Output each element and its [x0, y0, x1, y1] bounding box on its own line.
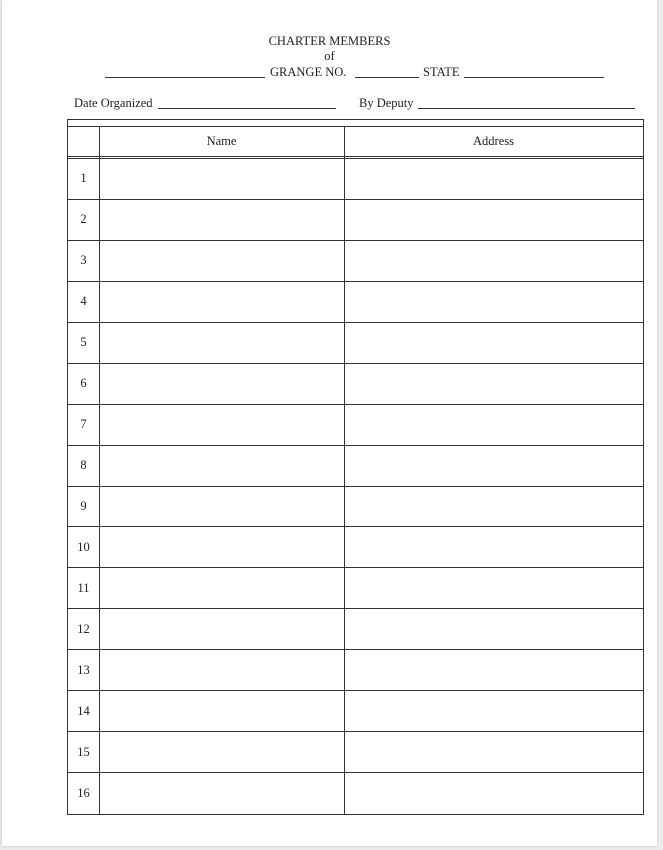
row-number: 3 — [80, 253, 87, 268]
table-row — [68, 487, 643, 528]
name-cell[interactable] — [100, 650, 344, 690]
table-row — [68, 732, 643, 773]
table-row — [68, 364, 643, 405]
row-number: 9 — [80, 498, 87, 513]
address-cell[interactable] — [345, 282, 643, 322]
row-number: 10 — [77, 539, 90, 554]
row-number: 15 — [77, 744, 90, 759]
grange-number-blank[interactable] — [355, 77, 419, 78]
table-body — [68, 159, 643, 814]
name-cell[interactable] — [100, 282, 344, 322]
row-number: 7 — [80, 417, 87, 432]
table-row — [68, 609, 643, 650]
address-cell[interactable] — [345, 527, 643, 567]
name-cell[interactable] — [100, 446, 344, 486]
address-cell[interactable] — [345, 200, 643, 240]
row-number: 2 — [80, 212, 87, 227]
address-cell[interactable] — [345, 609, 643, 649]
grange-name-blank[interactable] — [105, 77, 265, 78]
address-cell[interactable] — [345, 487, 643, 527]
address-cell[interactable] — [345, 159, 643, 199]
table-row — [68, 159, 643, 200]
document-page — [2, 0, 657, 846]
form-title-of: of — [324, 49, 335, 63]
address-cell[interactable] — [345, 773, 643, 814]
row-number: 5 — [80, 335, 87, 350]
address-cell[interactable] — [345, 650, 643, 690]
table-row — [68, 691, 643, 732]
table-header — [68, 126, 643, 159]
date-organized-blank[interactable] — [158, 108, 336, 109]
date-organized-label: Date Organized — [74, 96, 153, 110]
by-deputy-blank[interactable] — [418, 108, 635, 109]
name-cell[interactable] — [100, 241, 344, 281]
grange-no-label: GRANGE NO. — [270, 65, 347, 79]
state-blank[interactable] — [464, 77, 604, 78]
name-cell[interactable] — [100, 609, 344, 649]
address-cell[interactable] — [345, 732, 643, 772]
column-header-address: Address — [473, 134, 514, 148]
name-cell[interactable] — [100, 568, 344, 608]
address-cell[interactable] — [345, 241, 643, 281]
table-row — [68, 405, 643, 446]
address-cell[interactable] — [345, 364, 643, 404]
address-cell[interactable] — [345, 691, 643, 731]
address-cell[interactable] — [345, 568, 643, 608]
by-deputy-label: By Deputy — [359, 96, 414, 110]
table-row — [68, 527, 643, 568]
name-cell[interactable] — [100, 732, 344, 772]
table-row — [68, 650, 643, 691]
address-cell[interactable] — [345, 405, 643, 445]
table-row — [68, 323, 643, 364]
name-cell[interactable] — [100, 773, 344, 814]
row-number: 8 — [80, 458, 87, 473]
column-header-name: Name — [206, 134, 237, 148]
row-number: 12 — [77, 621, 90, 636]
name-cell[interactable] — [100, 691, 344, 731]
row-number: 1 — [80, 171, 87, 186]
table-row — [68, 200, 643, 241]
name-cell[interactable] — [100, 159, 344, 199]
row-number: 14 — [77, 703, 90, 718]
state-label: STATE — [423, 65, 460, 79]
row-number: 6 — [80, 376, 87, 391]
name-cell[interactable] — [100, 487, 344, 527]
address-cell[interactable] — [345, 323, 643, 363]
row-number: 13 — [77, 662, 90, 677]
name-cell[interactable] — [100, 405, 344, 445]
name-cell[interactable] — [100, 527, 344, 567]
name-cell[interactable] — [100, 323, 344, 363]
row-number: 16 — [77, 786, 90, 801]
table-row — [68, 282, 643, 323]
table-row — [68, 773, 643, 814]
table-row — [68, 568, 643, 609]
members-table — [67, 119, 644, 815]
table-row — [68, 241, 643, 282]
row-number: 11 — [77, 580, 90, 595]
form-title: CHARTER MEMBERS — [268, 34, 391, 48]
name-cell[interactable] — [100, 200, 344, 240]
name-cell[interactable] — [100, 364, 344, 404]
table-row — [68, 446, 643, 487]
address-cell[interactable] — [345, 446, 643, 486]
row-number: 4 — [80, 294, 87, 309]
